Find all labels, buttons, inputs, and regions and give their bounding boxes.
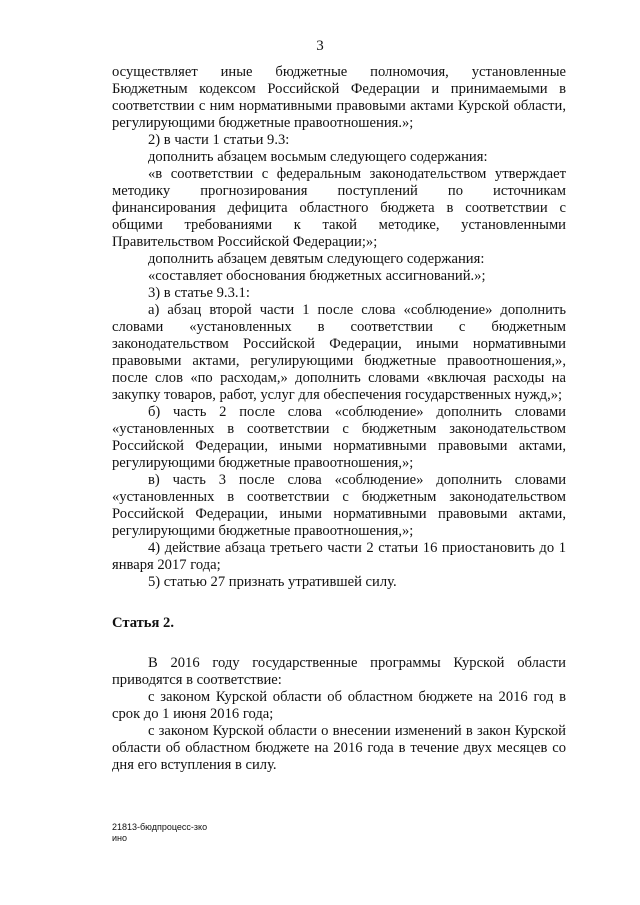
paragraph: дополнить абзацем девятым следующего содержания: <box>148 251 485 267</box>
paragraph: с законом Курской области об областном бюджете на 2016 год в срок до 1 июня 2016 года; <box>112 689 566 722</box>
document-footer <box>112 822 207 844</box>
article-heading: Статья 2. <box>112 615 174 631</box>
paragraph: а) абзац второй части 1 после слова «соблюдение» дополнить словами «установленных в соответствии с бюджетным законодательством Российской Федерации, иными нормативными правовыми актами, регулирующими бюджетные правоотношения,», после слов «по расходам,» дополнить словами «включая расходы на закупку товаров, работ, услуг для обеспечения государственных нужд,»; <box>112 302 566 403</box>
paragraph: 4) действие абзаца третьего части 2 статьи 16 приостановить до 1 января 2017 года; <box>112 540 566 573</box>
paragraph: 5) статью 27 признать утратившей силу. <box>148 574 397 590</box>
footer-code: 21813-бюдпроцесс-зко <box>112 822 208 832</box>
paragraph: в) часть 3 после слова «соблюдение» дополнить словами «установленных в соответствии с бюджетным законодательством Российской Федерации, иными нормативными правовыми актами, регулирующими бюджетные правоотношения,»; <box>112 472 566 539</box>
paragraph: «составляет обоснования бюджетных ассигнований.»; <box>148 268 486 284</box>
paragraph: 3) в статье 9.3.1: <box>148 285 250 301</box>
footer-code-continuation: ино <box>112 833 128 843</box>
paragraph: «в соответствии с федеральным законодательством утверждает методику прогнозирования поступлений по источникам финансирования дефицита областного бюджета в соответствии с общими требованиями к такой методике, установленными Правительством Российской Федерации;»; <box>112 166 566 250</box>
paragraph: б) часть 2 после слова «соблюдение» дополнить словами «установленных в соответствии с бюджетным законодательством Российской Федерации, иными нормативными правовыми актами, регулирующими бюджетные правоотношения,»; <box>112 404 566 471</box>
page-number: 3 <box>316 38 324 54</box>
paragraph: 2) в части 1 статьи 9.3: <box>148 132 290 148</box>
paragraph: с законом Курской области о внесении изменений в закон Курской области об областном бюджете на 2016 года в течение двух месяцев со дня его вступления в силу. <box>112 723 566 773</box>
paragraph: дополнить абзацем восьмым следующего содержания: <box>148 149 488 165</box>
paragraph: В 2016 году государственные программы Курской области приводятся в соответствие: <box>112 655 566 688</box>
paragraph: осуществляет иные бюджетные полномочия, установленные Бюджетным кодексом Российской Федерации и принимаемыми в соответствии с ним нормативными правовыми актами Курской области, регулирующими бюджетные правоотношения.»; <box>112 64 566 131</box>
document-body <box>112 64 566 774</box>
